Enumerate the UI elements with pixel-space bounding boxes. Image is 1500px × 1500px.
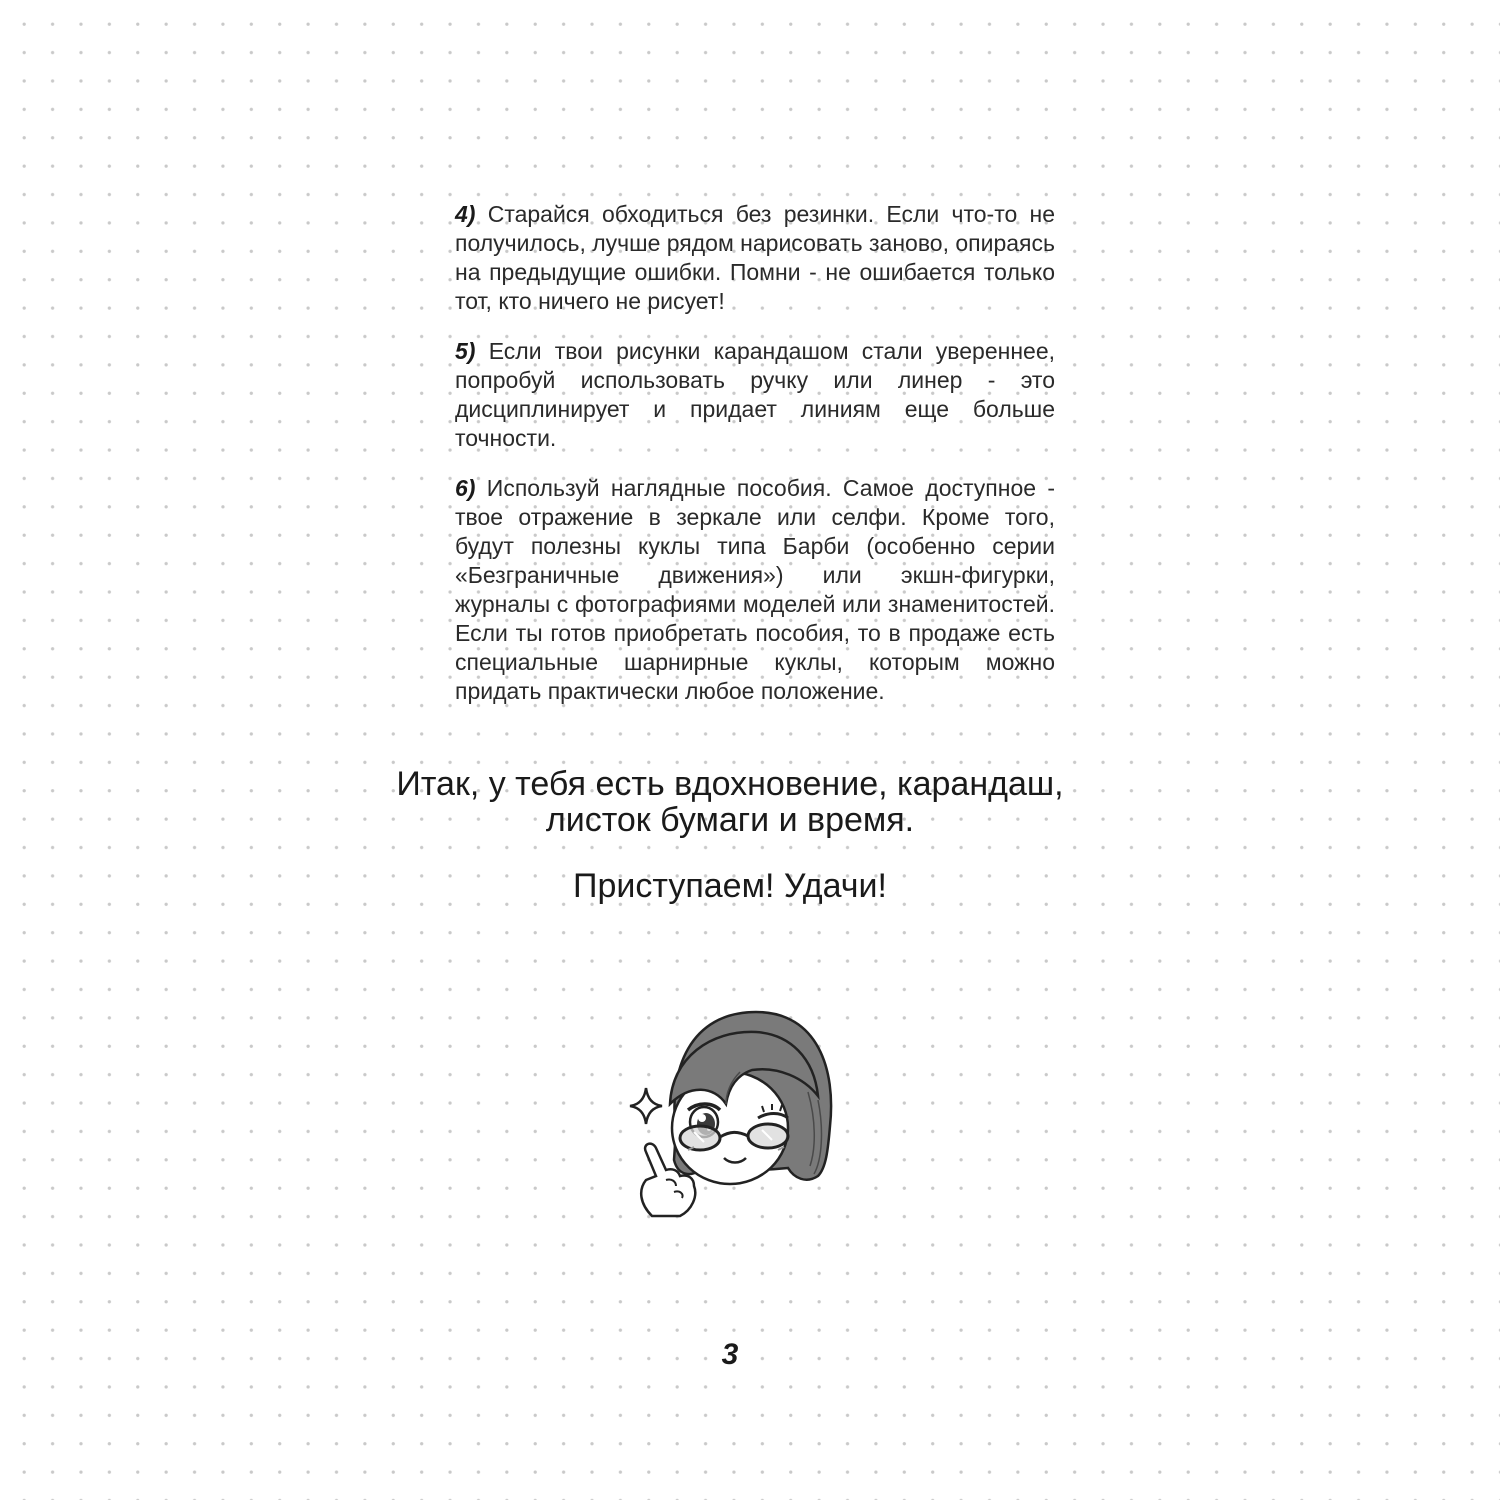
tips-list (455, 200, 1055, 727)
closing-message (380, 766, 1080, 904)
tip-6 (455, 474, 1055, 706)
tip-5 (455, 337, 1055, 453)
tip-text: Используй наглядные пособия. Самое доступное - твое отражение в зеркале или селфи. Кроме того, будут полезны куклы типа Барби (особенно серии «Безграничные движения») или экшн-фигурки, журналы с фотографиями моделей или знаменитостей. Если ты готов приобретать пособия, то в продаже есть специальные шарнирные куклы, которым можно придать практически любое положение. (455, 475, 1056, 704)
tip-text: Старайся обходиться без резинки. Если что-то не получилось, лучше рядом нарисовать заново, опираясь на предыдущие ошибки. Помни - не ошибается только тот, кто ничего не рисует! (455, 201, 1056, 314)
closing-line-2: листок бумаги и время. (545, 801, 915, 839)
page-number: 3 (721, 1338, 739, 1371)
closing-line-1: Итак, у тебя есть вдохновение, карандаш, (396, 765, 1064, 803)
tip-4 (455, 200, 1055, 316)
tip-text: Если твои рисунки карандашом стали увереннее, попробуй использовать ручку или линер - это дисциплинирует и придает линиям еще больше точности. (455, 338, 1055, 451)
closing-call-to-action: Приступаем! Удачи! (573, 867, 887, 905)
chibi-girl-illustration (618, 1000, 848, 1230)
sparkle-icon (630, 1088, 662, 1124)
tip-number: 5) (455, 338, 476, 364)
tip-number: 4) (455, 201, 476, 227)
tip-number: 6) (455, 475, 476, 501)
